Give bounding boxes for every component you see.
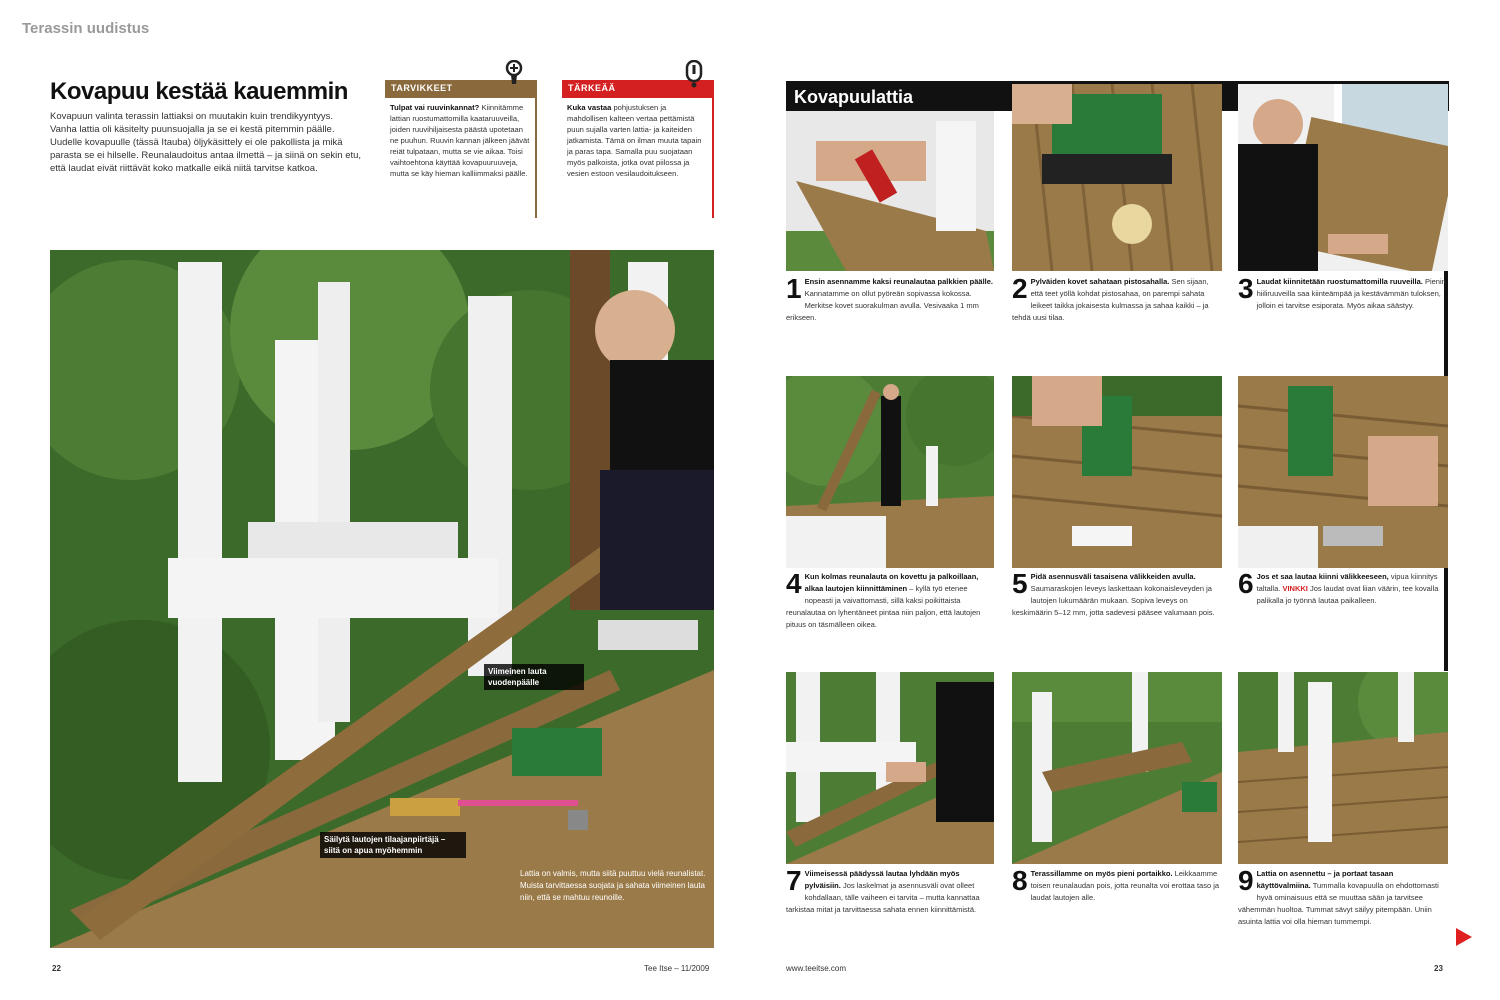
step-7-body: Jos laskelmat ja asennusväli ovat olleet kohdallaan, tälle vaiheen ei tarvita – mutta kannattaa tarkistaa mitat ja tarvittaessa sahata ennen kiinnittämistä.: [786, 881, 980, 914]
step-6-tip-body: Jos laudat ovat liian väärin, tee kovalla palikalla jo työnnä lautaa paikalleen.: [1256, 584, 1439, 605]
step-4-lead: Kun kolmas reunalauta on kovettu ja palkoillaan, alkaa lautojen kiinnittäminen: [804, 572, 979, 593]
step-9-number: 9: [1238, 865, 1254, 896]
tarkeaa-header: [562, 80, 714, 98]
step-1-number: 1: [786, 273, 802, 304]
page-number-left: 22: [52, 964, 61, 973]
tarkeaa-box: [562, 80, 714, 218]
step-5-photo: [1012, 376, 1222, 568]
step-1: [786, 273, 996, 324]
step-1-body: Kannatamme on ollut pyöreän sopivassa kokossa. Merkitse kovet suorakulman avulla. Vesivaaka 1 mm erikseen.: [786, 289, 979, 322]
step-5-number: 5: [1012, 568, 1028, 599]
main-photo: [50, 250, 714, 948]
tarkeaa-text: pohjustuksen ja mahdollisen kalteen vertaa pettämistä puun sujalla varten lattia- ja kaiteiden jatkamista. Tämä on ilman muuta tapain ja paras tapa. Samalla puu suojataan myös palkoista, jotka ovat piilossa ja vesien estoon vesilaudoitukseen.: [567, 103, 702, 178]
tarkeaa-body: [562, 98, 714, 218]
step-8-body: Leikkaamme toisen reunalaudan pois, jotta reunalta voi erottaa taso ja laudat lautojen alle.: [1030, 869, 1220, 902]
warning-icon: [684, 60, 704, 88]
step-6-number: 6: [1238, 568, 1254, 599]
step-4-body: – kyllä työ etenee nopeasti ja vaivattomasti, sillä kaksi poikittaista reunalautaa on lyhentäneet pintaa niin paljon, että lautojen pituus on täsmälleen oikea.: [786, 584, 981, 629]
tarvikkeet-text: Kiinnitämme lattian ruostumattomilla kaataruuveilla, joiden ruuvihiljaisesta päästä upotetaan ne puuhun. Ruuvin kannan jälkeen jäävät reiät tulpataan, mutta se vie aikaa. Toisi vaihtoehtona käyttää kovapuuruuveja, mutta se käy hieman kalliimmaksi päälle.: [390, 103, 530, 178]
step-2-lead: Pylväiden kovet sahataan pistosahalla.: [1030, 277, 1170, 286]
photo-label-last-board: Viimeinen lauta vuodenpäälle: [484, 664, 584, 690]
step-4-number: 4: [786, 568, 802, 599]
photo-caption: Lattia on valmis, mutta siitä puuttuu vielä reunalistat. Muista tarvittaessa suojata ja sahata viimeinen lauta niin, että se mahtuu reunoille.: [520, 869, 706, 902]
step-6-body: vipua kiinnitys taltalla.: [1256, 572, 1438, 593]
step-3: [1238, 273, 1448, 312]
tarvikkeet-header: [385, 80, 537, 98]
step-2: [1012, 273, 1222, 324]
step-3-body: Pienin hiiliruuveilla saa kiinteämpää ja kestävämmän tuloksen, jolloin ei tarvitse esiporata. Myös aikaa säästyy.: [1256, 277, 1446, 310]
tarvikkeet-title: TARVIKKEET: [391, 83, 453, 93]
step-2-number: 2: [1012, 273, 1028, 304]
tarvikkeet-box: [385, 80, 537, 218]
photo-label-spacer: Säilytä lautojen tilaajanpiirtäjä – siitä on apua myöhemmin: [320, 832, 466, 858]
section-tag: Terassin uudistus: [22, 20, 150, 37]
step-8-number: 8: [1012, 865, 1028, 896]
step-4: [786, 568, 996, 631]
step-7-photo: [786, 672, 994, 864]
step-7: [786, 865, 996, 916]
right-page-title: Kovapuulattia: [794, 87, 914, 107]
step-8: [1012, 865, 1222, 904]
step-4-photo: [786, 376, 994, 568]
tarvikkeet-lead: Tulpat vai ruuvinkannat?: [390, 103, 480, 112]
step-6-photo: [1238, 376, 1448, 568]
step-7-lead: Viimeisessä päädyssä lautaa lyhdään myös pylväisiin.: [804, 869, 960, 890]
step-8-photo: [1012, 672, 1222, 864]
intro-text: Kovapuun valinta terassin lattiaksi on muutakin kuin trendikyyntyys. Vanha lattia oli käsitelty puunsuojalla ja se ei kestä pitemmin päälle. Uudelle kovapuulle (tässä Itauba) öljykäsittely ei ole pakollista ja mikä parasta se ei hilselle. Reunalaudoitus antaa ilmettä – ja siinä on sekin etu, että laudat eivät riittävät koko matkalle eikä niitä tarvitse katkoa.: [50, 111, 362, 174]
step-9-body: Tummalla kovapuulla on ehdottomasti hyvä ominaisuus että se muuttaa sään ja tarvitsee vähemmän huoltoa. Tummat sävyt säilyy pitempään. Uniin asuinta lattia voi olla hieman tummempi.: [1238, 881, 1439, 926]
step-6: [1238, 568, 1448, 607]
magazine-issue: Tee Itse – 11/2009: [644, 964, 710, 973]
next-page-arrow-icon[interactable]: [1456, 928, 1472, 946]
step-5: [1012, 568, 1222, 619]
step-7-number: 7: [786, 865, 802, 896]
step-9-lead: Lattia on asennettu – ja portaat tasaan käyttövalmiina.: [1256, 869, 1394, 890]
tarkeaa-title: TÄRKEÄÄ: [568, 83, 616, 93]
magazine-url: www.teeitse.com: [786, 964, 847, 973]
step-6-tip-label: VINKKI: [1282, 584, 1308, 593]
step-6-lead: Jos et saa lautaa kiinni välikkeeseen,: [1256, 572, 1389, 581]
step-1-lead: Ensin asennamme kaksi reunalautaa palkkien päälle.: [804, 277, 994, 286]
tarvikkeet-body: [385, 98, 537, 218]
step-2-photo: [1012, 84, 1222, 271]
page-number-right: 23: [1434, 964, 1443, 973]
screw-icon: [501, 60, 527, 86]
step-3-photo: [1238, 84, 1448, 271]
step-9: [1238, 865, 1448, 928]
step-2-body: Sen sijaan, että teet yöllä kohdat pistosahaa, on parempi sahata leikeet taikka jokaisesta kulmassa ja sahaa kaikki – ja tehdä uusi tilaa.: [1012, 277, 1209, 322]
step-1-photo: [786, 111, 994, 271]
headline: Kovapuu kestää kauemmin: [50, 78, 348, 105]
step-3-number: 3: [1238, 273, 1254, 304]
step-5-body: Saumaraskojen leveys laskettaan kokonaisleveyden ja lautojen lukumäärän mukaan. Sopiva leveys on keskimäärin 5–12 mm, jotta sadevesi pääsee valumaan pois.: [1012, 584, 1215, 617]
step-5-lead: Pidä asennusväli tasaisena välikkeiden avulla.: [1030, 572, 1196, 581]
step-3-lead: Laudat kiinnitetään ruostumattomilla ruuveilla.: [1256, 277, 1423, 286]
tarkeaa-lead: Kuka vastaa: [567, 103, 612, 112]
step-9-photo: [1238, 672, 1448, 864]
step-8-lead: Terassillamme on myös pieni portaikko.: [1030, 869, 1173, 878]
